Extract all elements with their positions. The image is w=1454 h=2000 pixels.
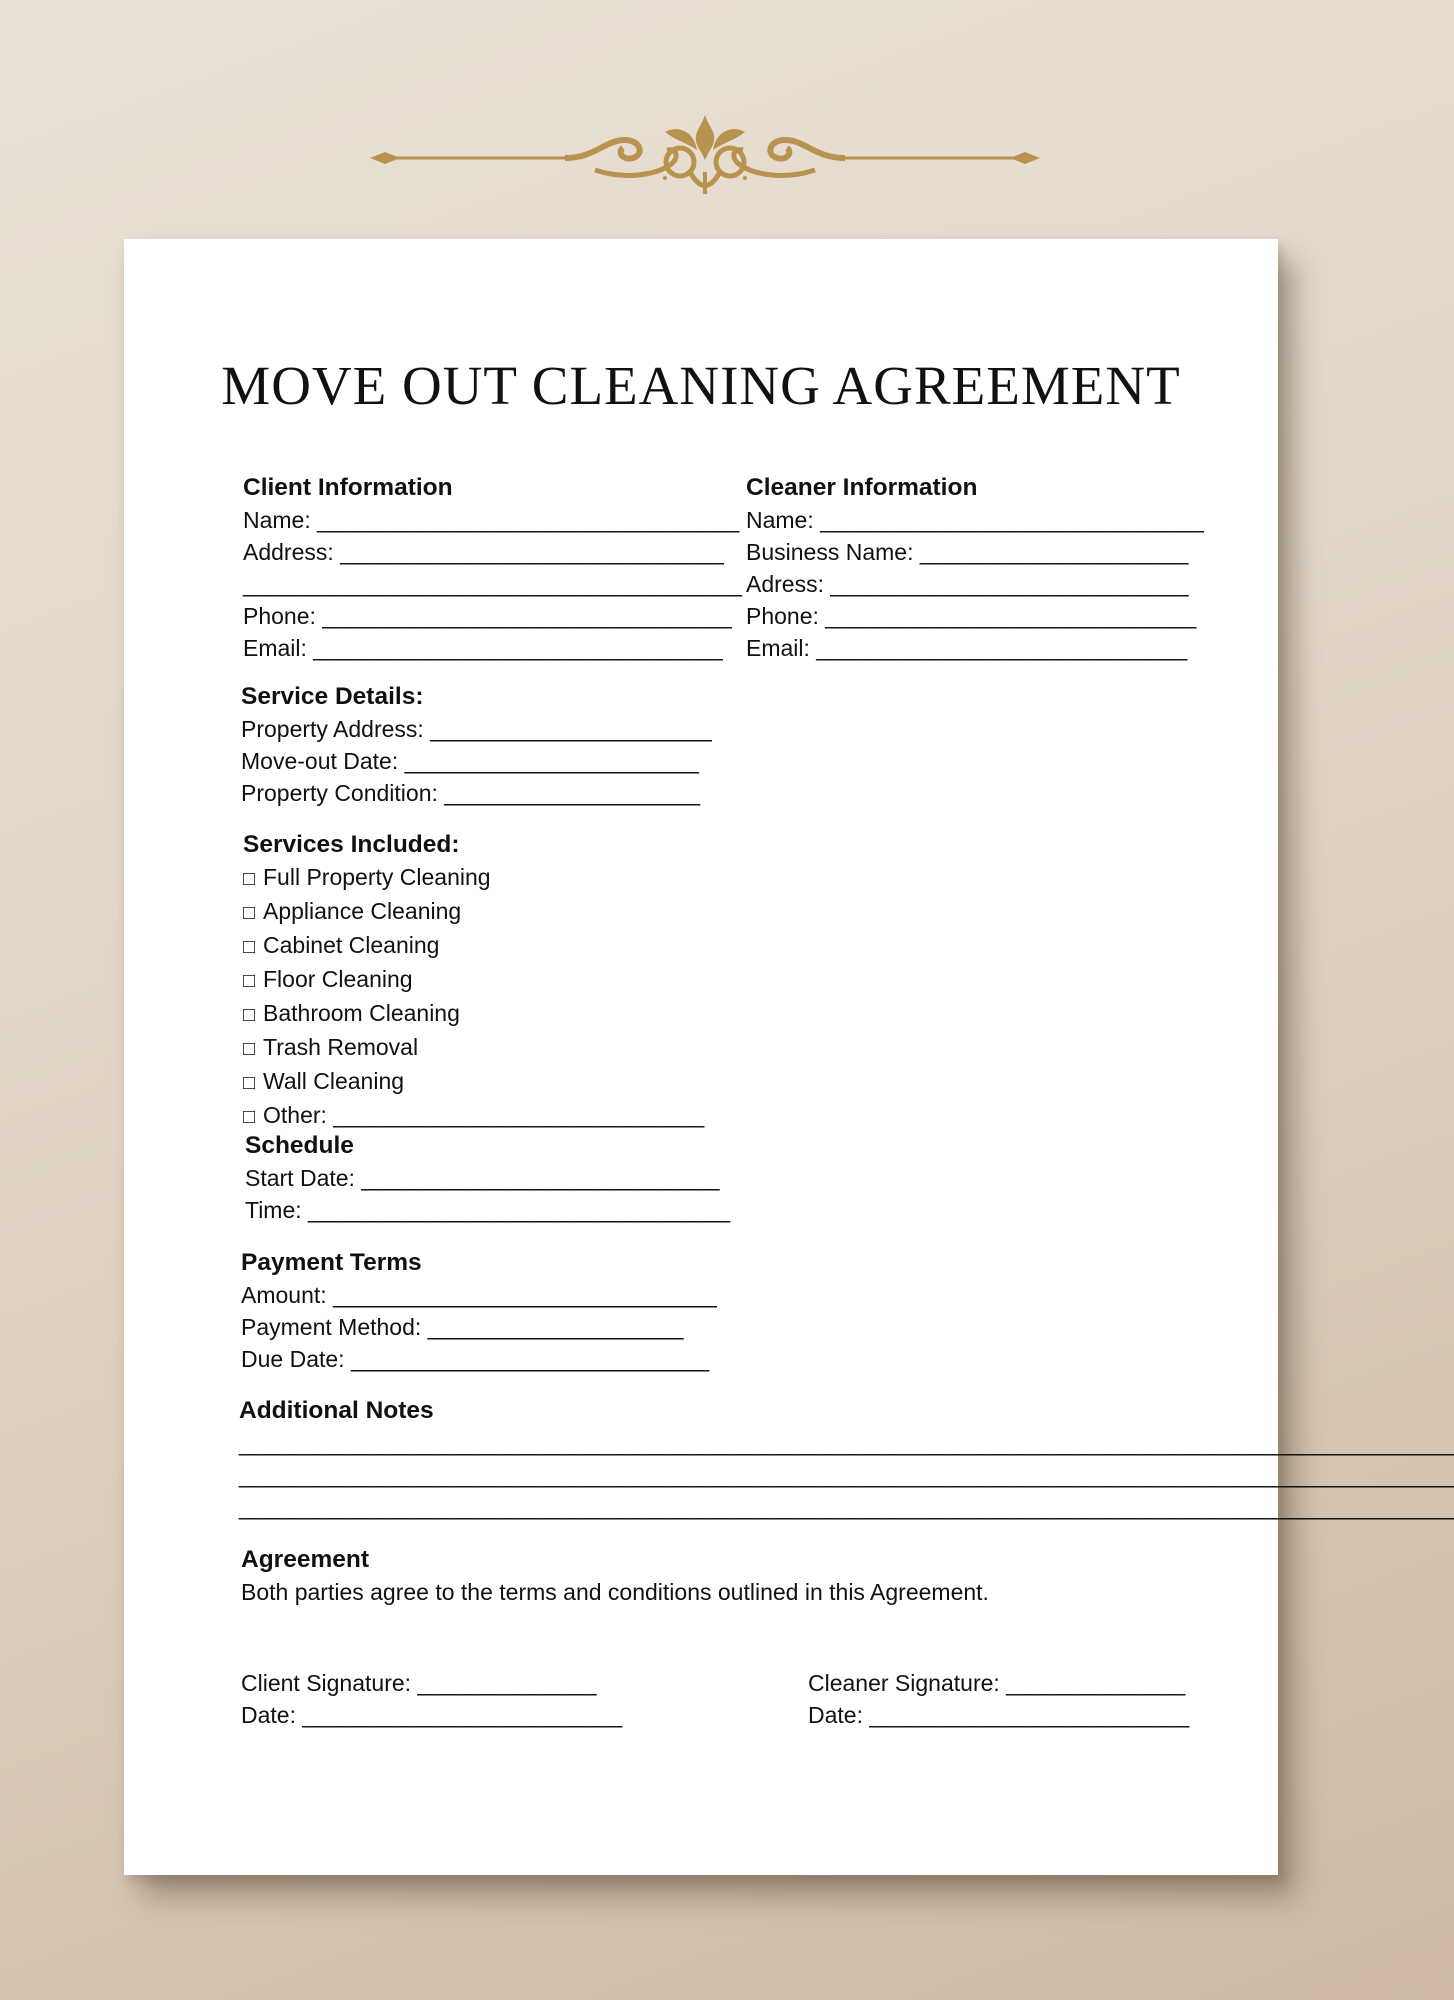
payment-method-field: Payment Method: ____________________ — [241, 1314, 684, 1340]
section-heading: Service Details: — [241, 683, 424, 710]
services-included-section — [243, 829, 704, 1133]
move-out-date-field: Move-out Date: _______________________ — [241, 748, 699, 774]
cleaner-signature-field: Cleaner Signature: ______________ — [808, 1670, 1186, 1696]
agreement-section — [241, 1544, 989, 1608]
client-signature-field: Client Signature: ______________ — [241, 1670, 597, 1696]
section-heading: Services Included: — [243, 831, 460, 858]
checkbox-icon: □ — [243, 1106, 256, 1128]
client-information-section — [243, 472, 742, 664]
checkbox-icon: □ — [243, 970, 256, 992]
cleaner-information-section — [746, 472, 1204, 664]
start-date-field: Start Date: ____________________________ — [245, 1165, 720, 1191]
client-signature-block — [241, 1667, 622, 1731]
time-field: Time: _________________________________ — [245, 1197, 731, 1223]
section-heading: Cleaner Information — [746, 474, 978, 501]
service-details-section — [241, 681, 712, 809]
amount-field: Amount: ______________________________ — [241, 1282, 717, 1308]
service-item: □ Trash Removal — [243, 1031, 704, 1065]
cleaner-email-field: Email: _____________________________ — [746, 635, 1188, 661]
service-item: □ Wall Cleaning — [243, 1065, 704, 1099]
schedule-section — [245, 1130, 730, 1226]
section-heading: Agreement — [241, 1546, 369, 1573]
cleaner-signature-block — [808, 1667, 1189, 1731]
section-heading: Additional Notes — [239, 1397, 434, 1424]
cleaner-phone-field: Phone: _____________________________ — [746, 603, 1197, 629]
notes-line: _______________________________________________________________________________________________ — [239, 1494, 1454, 1520]
notes-line: _______________________________________________________________________________________________ — [239, 1430, 1454, 1456]
client-address-field: Address: ______________________________ — [243, 539, 724, 565]
business-name-field: Business Name: _____________________ — [746, 539, 1189, 565]
checkbox-icon: □ — [243, 936, 256, 958]
due-date-field: Due Date: ____________________________ — [241, 1346, 710, 1372]
client-address-line-2: _______________________________________ — [243, 571, 742, 597]
checkbox-icon: □ — [243, 902, 256, 924]
agreement-text: Both parties agree to the terms and conditions outlined in this Agreement. — [241, 1579, 989, 1605]
cleaner-name-field: Name: ______________________________ — [746, 507, 1204, 533]
service-item: □ Full Property Cleaning — [243, 861, 704, 895]
payment-terms-section — [241, 1247, 717, 1375]
cleaner-signature-date-field: Date: _________________________ — [808, 1702, 1190, 1728]
decorative-ornament-icon — [365, 110, 1045, 200]
service-item: □ Floor Cleaning — [243, 963, 704, 997]
checkbox-icon: □ — [243, 1072, 256, 1094]
agreement-page — [124, 239, 1454, 1875]
document-title: MOVE OUT CLEANING AGREEMENT — [221, 355, 1181, 416]
section-heading: Payment Terms — [241, 1249, 422, 1276]
additional-notes-section — [239, 1395, 1454, 1523]
service-item: □ Bathroom Cleaning — [243, 997, 704, 1031]
client-phone-field: Phone: ________________________________ — [243, 603, 732, 629]
checkbox-icon: □ — [243, 1038, 256, 1060]
section-heading: Client Information — [243, 474, 453, 501]
service-item: □ Other: _____________________________ — [243, 1099, 704, 1133]
service-item: □ Cabinet Cleaning — [243, 929, 704, 963]
property-address-field: Property Address: ______________________ — [241, 716, 712, 742]
notes-line: _______________________________________________________________________________________________ — [239, 1462, 1454, 1488]
client-name-field: Name: _________________________________ — [243, 507, 740, 533]
client-email-field: Email: ________________________________ — [243, 635, 723, 661]
service-item: □ Appliance Cleaning — [243, 895, 704, 929]
client-signature-date-field: Date: _________________________ — [241, 1702, 623, 1728]
checkbox-icon: □ — [243, 868, 256, 890]
section-heading: Schedule — [245, 1132, 354, 1159]
cleaner-address-field: Adress: ____________________________ — [746, 571, 1189, 597]
checkbox-icon: □ — [243, 1004, 256, 1026]
property-condition-field: Property Condition: ____________________ — [241, 780, 701, 806]
